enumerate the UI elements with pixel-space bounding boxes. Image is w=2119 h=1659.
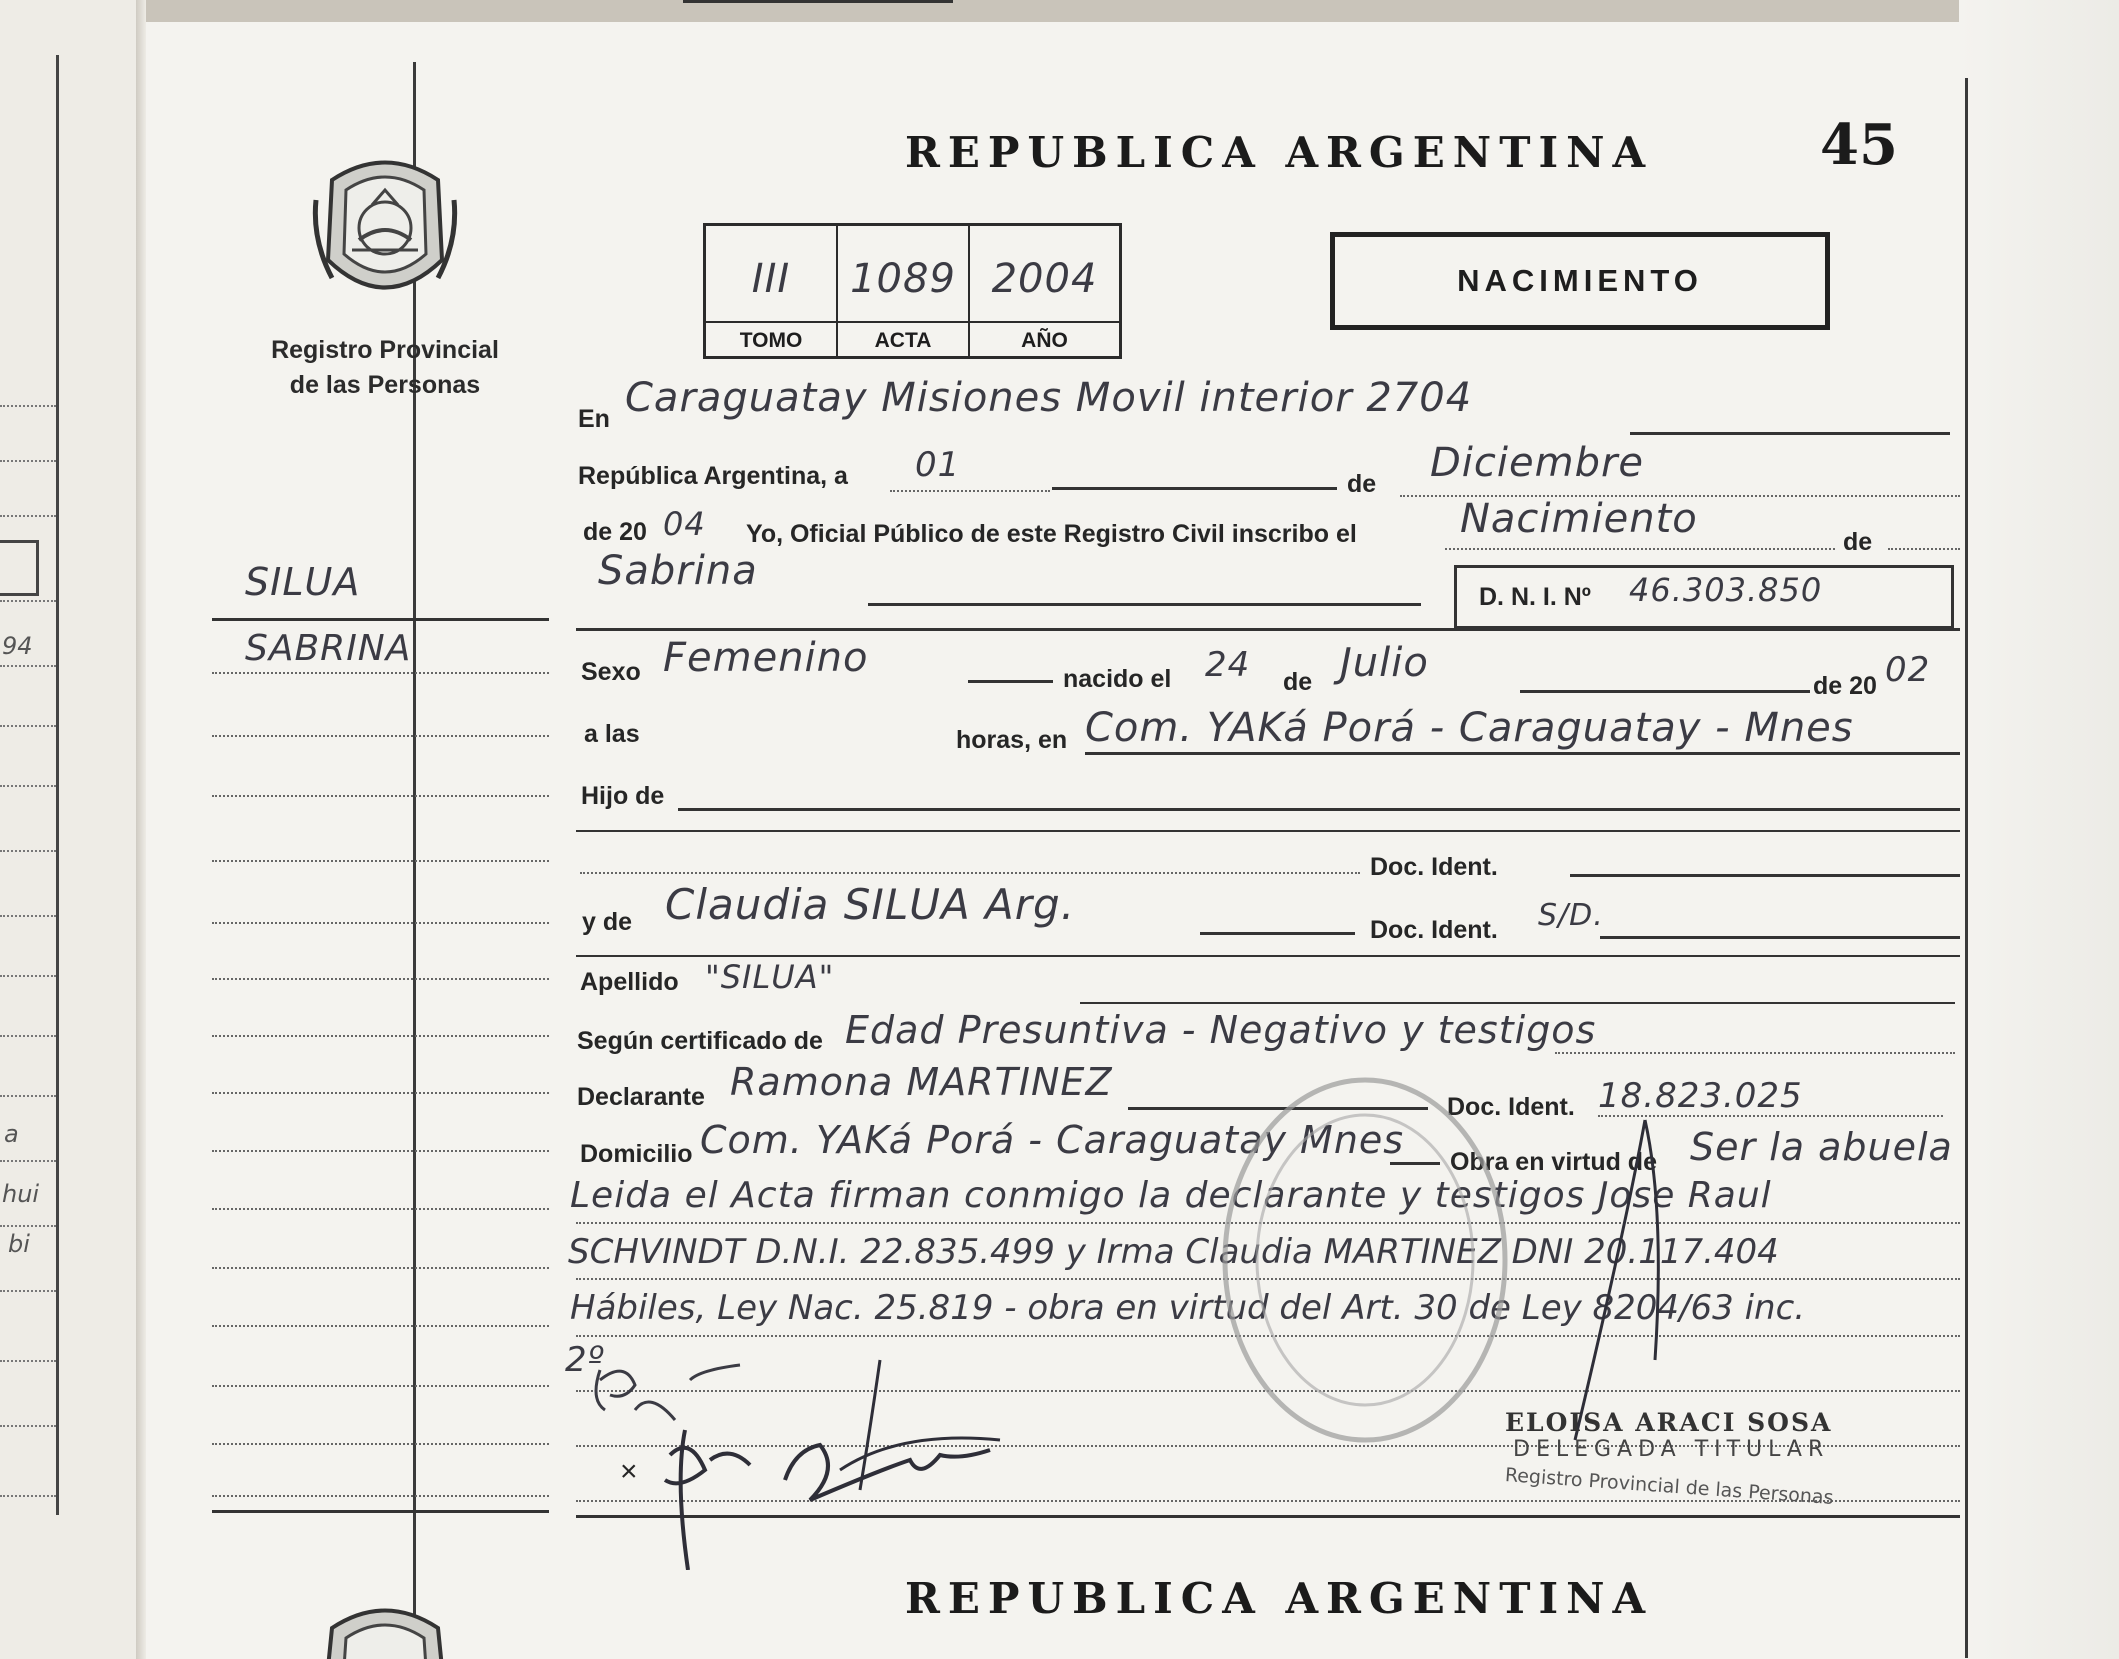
de-label: de: [1347, 470, 1377, 498]
left-page-fragment: hui: [2, 1180, 40, 1208]
stub-line: [212, 1495, 549, 1497]
stub-rule: [212, 1510, 549, 1513]
birth-year-prefix: de 20: [1813, 672, 1877, 700]
right-border: [1965, 78, 1968, 1658]
father-doc-label: Doc. Ident.: [1370, 853, 1498, 881]
stub-given-name: SABRINA: [245, 628, 412, 669]
footer-title: REPUBLICA ARGENTINA: [905, 1574, 1654, 1623]
stub-line: [212, 1443, 549, 1445]
left-page-line: [0, 1495, 56, 1497]
form-line: [1520, 690, 1810, 693]
left-page-line: [0, 405, 56, 407]
stub-line: [212, 1208, 549, 1210]
official-org: Registro Provincial de las Personas: [1504, 1464, 1835, 1509]
place-value: Caraguatay Misiones Movil interior 2704: [625, 375, 1473, 421]
left-page-line: [0, 1095, 56, 1097]
form-line: [678, 808, 1960, 811]
obra-value: Ser la abuela: [1690, 1125, 1953, 1169]
form-line: [1052, 487, 1337, 490]
mother-value: Claudia SILUA Arg.: [665, 880, 1076, 929]
stub-line: [212, 860, 549, 862]
left-page-line: [0, 600, 56, 602]
official-signature: [1555, 1110, 1665, 1450]
form-line: [1555, 1052, 1955, 1054]
republica-label: República Argentina, a: [578, 462, 848, 490]
mother-doc-value: S/D.: [1538, 898, 1604, 933]
left-page-line: [0, 1290, 56, 1292]
left-page-line: [0, 1425, 56, 1427]
de-label: de: [1283, 668, 1313, 696]
left-page-line: [0, 915, 56, 917]
day-value: 01: [915, 445, 961, 485]
stub-line: [212, 1092, 549, 1094]
left-page-fragment: a: [4, 1120, 19, 1148]
sexo-label: Sexo: [581, 658, 641, 686]
left-page-line: [0, 515, 56, 517]
left-page-line: [0, 975, 56, 977]
left-page-line: [0, 665, 56, 667]
birth-place-value: Com. YAKá Porá - Caraguatay - Mnes: [1085, 705, 1854, 751]
left-page-line: [0, 1360, 56, 1362]
stub-line: [212, 922, 549, 924]
form-line: [1080, 1002, 1955, 1004]
document-title: REPUBLICA ARGENTINA: [905, 128, 1654, 177]
a-las-label: a las: [584, 720, 640, 748]
form-line: [1085, 752, 1960, 755]
form-rule: [576, 628, 1960, 631]
declarante-doc-value: 18.823.025: [1598, 1076, 1803, 1116]
stub-line: [212, 672, 549, 674]
hijo-label: Hijo de: [581, 782, 665, 810]
left-page-fragment: bi: [8, 1230, 30, 1258]
form-line: [576, 955, 1960, 957]
inscribo-label: Yo, Oficial Público de este Registro Civil inscribo el: [746, 520, 1357, 548]
notes-line-1: Leida el Acta firman conmigo la declarante y testigos Jose Raul: [570, 1175, 1772, 1216]
left-page-line: [0, 850, 56, 852]
month-value: Diciembre: [1430, 440, 1645, 486]
stub-line: [212, 735, 549, 737]
birth-year-suffix: 02: [1885, 650, 1931, 690]
province-seal-icon: [312, 1598, 458, 1659]
declarante-value: Ramona MARTINEZ: [730, 1060, 1113, 1104]
registration-box: [703, 223, 1122, 359]
signature-mark: ×: [620, 1455, 638, 1488]
notes-line-3: Hábiles, Ley Nac. 25.819 - obra en virtud del Art. 30 de Ley 8204/63 inc.: [570, 1288, 1806, 1328]
year-prefix: de 20: [583, 518, 647, 546]
form-line: [576, 830, 1960, 832]
form-line: [1630, 432, 1950, 435]
form-line: [1570, 874, 1960, 877]
acta-cell: [838, 226, 970, 356]
y-de-label: y de: [582, 908, 633, 936]
form-line: [580, 872, 1360, 874]
apellido-value: "SILUA": [705, 958, 835, 996]
official-signature-block: [1504, 1408, 1835, 1509]
notes-line-4: 2º: [565, 1340, 605, 1380]
left-page-fragment: 94: [2, 632, 33, 660]
anio-cell: [970, 226, 1119, 356]
nacido-label: nacido el: [1063, 665, 1172, 693]
domicilio-label: Domicilio: [580, 1140, 693, 1168]
tomo-label: TOMO: [706, 321, 836, 358]
tomo-cell: [706, 226, 838, 356]
province-seal-icon: [312, 150, 458, 308]
form-line: [683, 0, 953, 3]
left-page-box: [0, 540, 39, 596]
stub-line: [212, 1150, 549, 1152]
anio-label: AÑO: [970, 321, 1119, 358]
left-page-line: [0, 785, 56, 787]
birth-month-value: Julio: [1340, 640, 1429, 686]
top-shadow: [146, 0, 2119, 22]
stub-rule: [212, 618, 549, 621]
stub-line: [212, 1325, 549, 1327]
form-line: [1600, 936, 1960, 939]
dni-label: D. N. I. Nº: [1479, 583, 1591, 611]
acta-value: 1089: [850, 256, 956, 302]
segun-label: Según certificado de: [577, 1027, 823, 1055]
form-line: [868, 603, 1421, 606]
declarante-doc-label: Doc. Ident.: [1447, 1093, 1575, 1121]
apellido-label: Apellido: [580, 968, 679, 996]
official-role: DELEGADA TITULAR: [1513, 1437, 1830, 1462]
left-facing-page: [0, 0, 138, 1659]
form-line: [1445, 548, 1835, 550]
en-label: En: [578, 405, 610, 433]
stub-line: [212, 1035, 549, 1037]
dni-box: [1454, 565, 1954, 629]
stub-line: [212, 1267, 549, 1269]
domicilio-value: Com. YAKá Porá - Caraguatay Mnes: [700, 1118, 1405, 1162]
horas-label: horas, en: [956, 726, 1068, 754]
official-name: ELOISA ARACI SOSA: [1505, 1408, 1833, 1437]
left-page-line: [0, 1160, 56, 1162]
page-edge: [1959, 0, 2119, 1659]
record-type-box: NACIMIENTO: [1330, 232, 1830, 330]
stub-line: [212, 795, 549, 797]
stub-line: [212, 1385, 549, 1387]
book-gutter: [136, 0, 146, 1659]
tomo-value: III: [751, 256, 791, 302]
form-line: [968, 680, 1053, 683]
page-number: 45: [1820, 112, 1898, 178]
left-page-line: [0, 460, 56, 462]
left-page-line: [0, 725, 56, 727]
signatures: [580, 1340, 1040, 1570]
birth-day-value: 24: [1205, 645, 1251, 685]
obra-label: Obra en virtud de: [1450, 1148, 1657, 1176]
sexo-value: Femenino: [663, 635, 869, 681]
de-label: de: [1843, 528, 1873, 556]
declarante-label: Declarante: [577, 1083, 705, 1111]
segun-value: Edad Presuntiva - Negativo y testigos: [845, 1008, 1597, 1052]
notes-line-2: SCHVINDT D.N.I. 22.835.499 y Irma Claudia MARTINEZ DNI 20.117.404: [568, 1232, 1779, 1272]
child-name-value: Sabrina: [598, 548, 758, 594]
year-suffix: 04: [663, 505, 706, 543]
stub-surname: SILUA: [245, 560, 361, 604]
anio-value: 2004: [991, 256, 1098, 302]
left-page-line: [0, 1035, 56, 1037]
dni-value: 46.303.850: [1629, 571, 1823, 609]
form-line: [1200, 932, 1355, 935]
mother-doc-label: Doc. Ident.: [1370, 916, 1498, 944]
acta-label: ACTA: [838, 321, 968, 358]
inscribo-value: Nacimiento: [1460, 496, 1698, 542]
registry-stamp: [1215, 1070, 1515, 1450]
registry-name: Registro Provincial de las Personas: [271, 336, 499, 399]
left-page-rule: [56, 55, 59, 1515]
stub-line: [212, 978, 549, 980]
left-page-line: [0, 1225, 56, 1227]
form-line: [1888, 548, 1960, 550]
form-line: [890, 490, 1050, 492]
